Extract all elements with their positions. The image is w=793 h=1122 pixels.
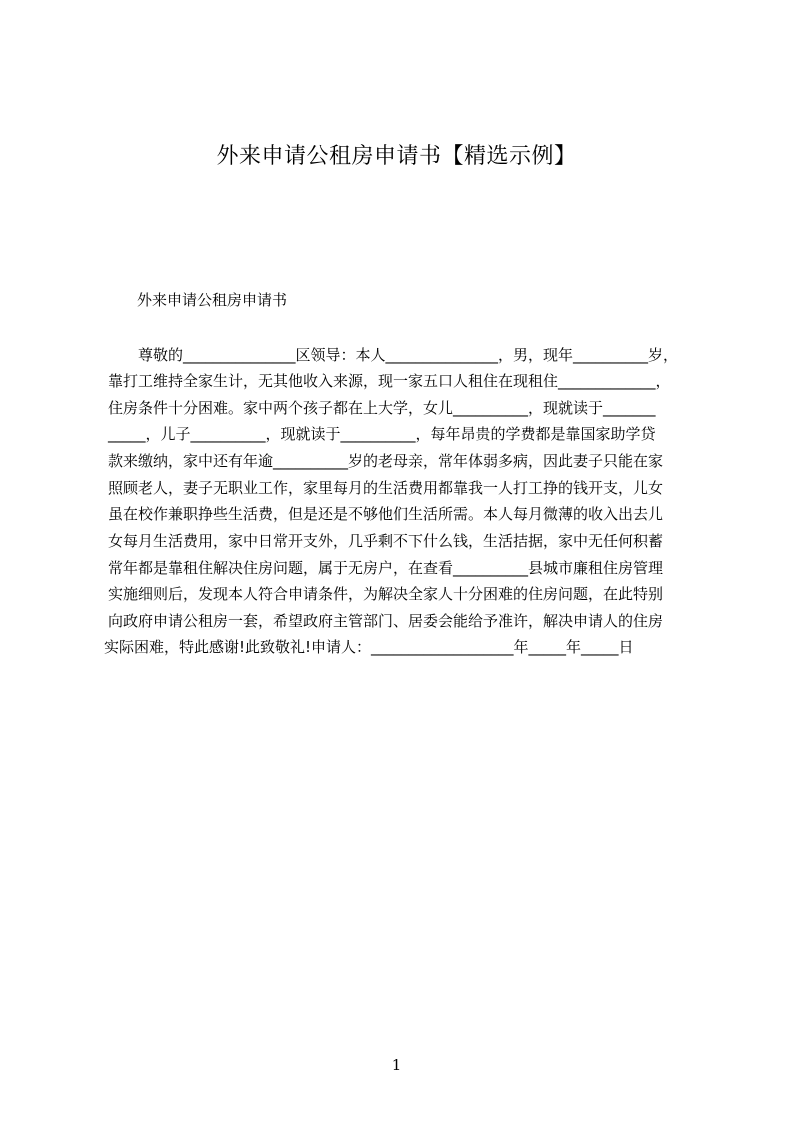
body-line: 虽在校作兼职挣些生活费，但是还是不够他们生活所需。本人每月微薄的收入出去儿 — [108, 505, 664, 523]
document-title: 外来申请公租房申请书【精选示例】 — [216, 144, 577, 169]
body-line: 实际困难，特此感谢!此致敬礼!申请人：___________________年_____年_____日 — [104, 638, 634, 656]
body-line: 女每月生活费用，家中日常开支外，几乎剩不下什么钱，生活拮据，家中无任何积蓄 — [108, 532, 664, 550]
body-line: 照顾老人，妻子无职业工作，家里每月的生活费用都靠我一人打工挣的钱开支，儿女 — [108, 479, 664, 497]
body-line: 常年都是靠租住解决住房问题，属于无房户，在查看__________县城市廉租住房管理 — [108, 559, 664, 577]
body-line: _____，儿子__________，现就读于__________，每年昂贵的学费都是靠国家助学贷 — [108, 425, 656, 443]
body-line: 向政府申请公租房一套，希望政府主管部门、居委会能给予准许，解决申请人的住房 — [108, 612, 664, 630]
page-number: 1 — [391, 1056, 402, 1074]
body-line: 款来缴纳，家中还有年逾__________岁的老母亲，常年体弱多病，因此妻子只能在家 — [108, 452, 664, 470]
body-line: 靠打工维持全家生计，无其他收入来源，现一家五口人租住在现租住_____________， — [108, 372, 671, 390]
body-line: 尊敬的_______________区领导：本人_______________，男，现年__________岁， — [138, 346, 679, 364]
body-line: 实施细则后，发现本人符合申请条件，为解决全家人十分困难的住房问题，在此特别 — [108, 585, 664, 603]
body-line: 住房条件十分困难。家中两个孩子都在上大学，女儿__________，现就读于_______ — [108, 399, 656, 417]
document-subtitle: 外来申请公租房申请书 — [137, 291, 288, 309]
